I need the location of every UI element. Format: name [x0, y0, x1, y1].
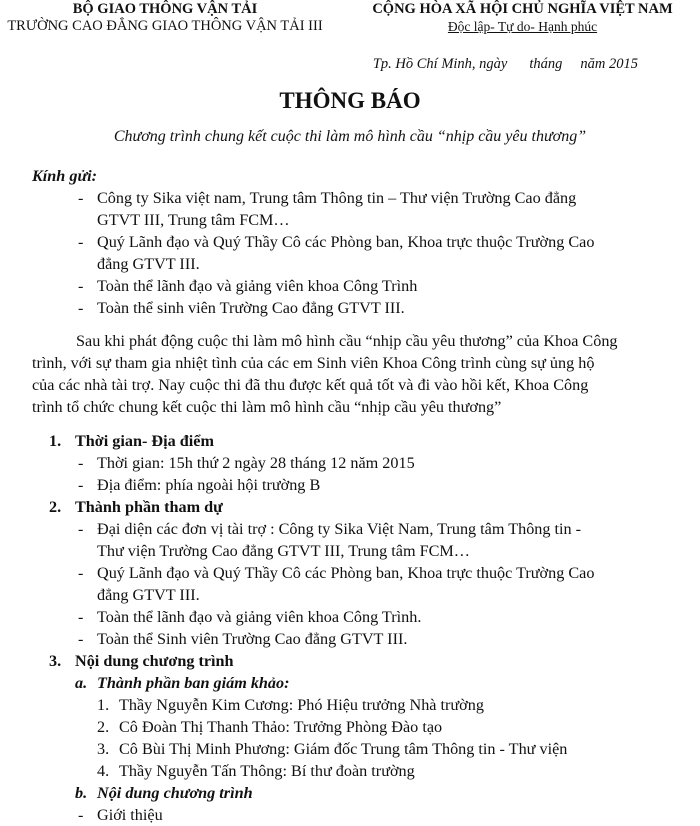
section-number: 2.: [49, 498, 62, 516]
bullet-dash: -: [78, 520, 84, 538]
section-item: Đại diện các đơn vị tài trợ : Công ty Sika Việt Nam, Trung tâm Thông tin -: [97, 520, 582, 538]
judge-entry: Thầy Nguyễn Kim Cương: Phó Hiệu trưởng Nhà trường: [119, 696, 484, 714]
section-item: Toàn thể lãnh đạo và giảng viên khoa Công Trình.: [97, 608, 422, 626]
date-place: Tp. Hồ Chí Minh, ngày: [372, 56, 508, 72]
intro-line: trình tổ chức chung kết cuộc thi làm mô hình cầu “nhịp cầu yêu thương”: [32, 398, 502, 416]
section-item: Quý Lãnh đạo và Quý Thầy Cô các Phòng ban, Khoa trực thuộc Trường Cao: [97, 564, 595, 582]
bullet-dash: -: [78, 454, 84, 472]
school-name: TRƯỜNG CAO ĐẲNG GIAO THÔNG VẬN TẢI III: [7, 18, 323, 34]
intro-line: Sau khi phát động cuộc thi làm mô hình cầu “nhịp cầu yêu thương” của Khoa Công: [76, 332, 618, 350]
judge-number: 4.: [97, 762, 110, 780]
program-item: Giới thiệu: [97, 806, 163, 824]
section-item: Thời gian: 15h thứ 2 ngày 28 tháng 12 năm 2015: [97, 454, 415, 472]
judge-number: 1.: [97, 696, 110, 714]
ministry-name: BỘ GIAO THÔNG VẬN TẢI: [72, 1, 258, 17]
judge-entry: Cô Bùi Thị Minh Phương: Giám đốc Trung tâm Thông tin - Thư viện: [119, 740, 568, 758]
bullet-dash: -: [78, 233, 84, 251]
recipient-line: Toàn thể sinh viên Trường Cao đẳng GTVT III.: [97, 299, 405, 317]
bullet-dash: -: [78, 630, 84, 648]
judge-number: 3.: [97, 740, 110, 758]
bullet-dash: -: [78, 806, 84, 824]
subsection-heading: Nội dung chương trình: [97, 784, 253, 802]
subsection-letter: b.: [75, 784, 88, 802]
section-heading: Thành phần tham dự: [75, 498, 223, 516]
date-year: năm 2015: [580, 56, 638, 72]
bullet-dash: -: [78, 476, 84, 494]
section-item: đẳng GTVT III.: [97, 586, 200, 604]
bullet-dash: -: [78, 277, 84, 295]
bullet-dash: -: [78, 608, 84, 626]
bullet-dash: -: [78, 564, 84, 582]
subsection-letter: a.: [75, 674, 88, 692]
recipient-line: Quý Lãnh đạo và Quý Thầy Cô các Phòng ban, Khoa trực thuộc Trường Cao: [97, 233, 595, 251]
section-item: Toàn thể Sinh viên Trường Cao đẳng GTVT III.: [97, 630, 408, 648]
intro-line: của các nhà tài trợ. Nay cuộc thi đã thu được kết quả tốt và đi vào hồi kết, Khoa Công: [32, 376, 589, 394]
recipient-line: Toàn thể lãnh đạo và giảng viên khoa Công Trình: [97, 277, 418, 295]
bullet-dash: -: [78, 299, 84, 317]
recipients-label: Kính gửi:: [32, 167, 98, 185]
page-title: THÔNG BÁO: [279, 88, 421, 113]
section-number: 3.: [49, 652, 62, 670]
recipient-line: GTVT III, Trung tâm FCM…: [97, 211, 290, 229]
recipient-line: đẳng GTVT III.: [97, 255, 200, 273]
date-month: tháng: [529, 56, 563, 72]
national-motto: Độc lập- Tự do- Hạnh phúc: [447, 19, 598, 34]
judge-entry: Thầy Nguyễn Tấn Thông: Bí thư đoàn trường: [119, 762, 415, 780]
section-item: Địa điểm: phía ngoài hội trường B: [97, 476, 321, 494]
judge-entry: Cô Đoàn Thị Thanh Thảo: Trưởng Phòng Đào tạo: [119, 718, 443, 736]
section-heading: Nội dung chương trình: [75, 652, 234, 670]
section-heading: Thời gian- Địa điểm: [75, 432, 214, 450]
section-number: 1.: [49, 432, 62, 450]
section-item: Thư viện Trường Cao đẳng GTVT III, Trung tâm FCM…: [97, 542, 470, 560]
subsection-heading: Thành phần ban giám khảo:: [97, 674, 290, 692]
bullet-dash: -: [78, 189, 84, 207]
recipient-line: Công ty Sika việt nam, Trung tâm Thông tin – Thư viện Trường Cao đẳng: [97, 189, 577, 207]
page-subtitle: Chương trình chung kết cuộc thi làm mô hình cầu “nhịp cầu yêu thương”: [113, 128, 587, 145]
national-title: CỘNG HÒA XÃ HỘI CHỦ NGHĨA VIỆT NAM: [372, 1, 673, 17]
date-line: [373, 56, 638, 73]
judge-number: 2.: [97, 718, 110, 736]
intro-line: trình, với sự tham gia nhiệt tình của các em Sinh viên Khoa Công trình cùng sự ủng hộ: [32, 354, 595, 372]
